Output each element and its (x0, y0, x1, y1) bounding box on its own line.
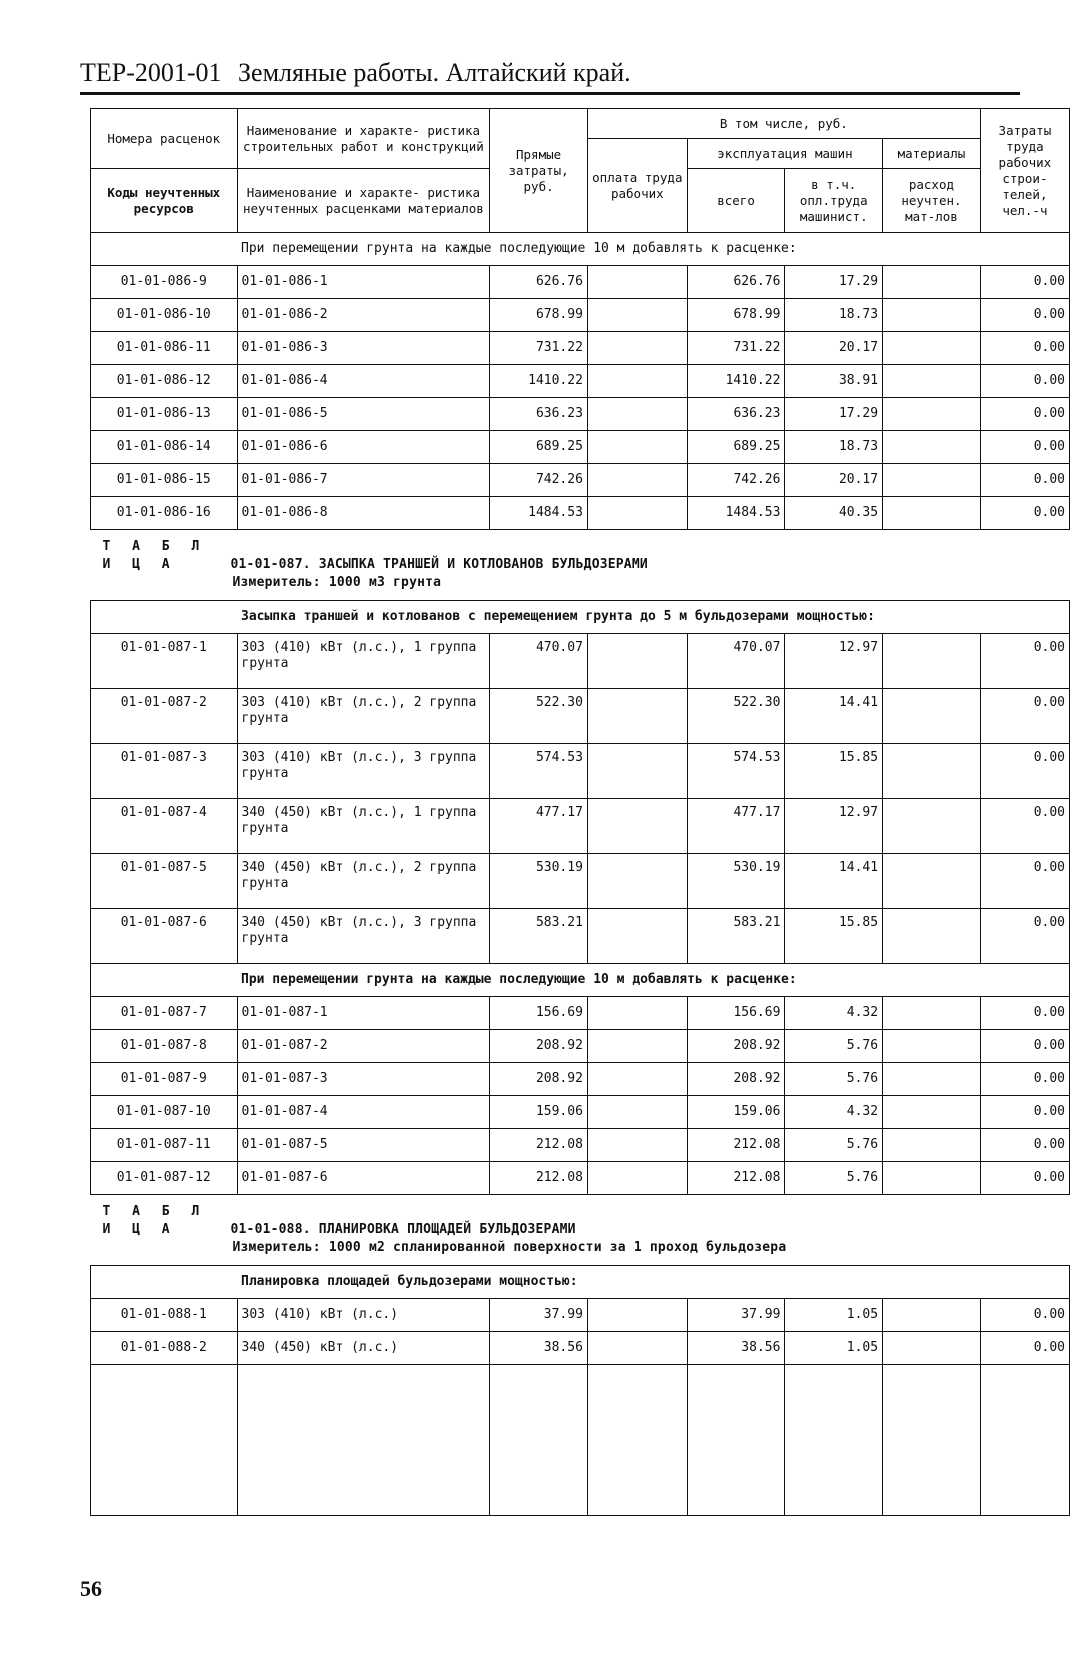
table-row (91, 909, 1070, 964)
machines-total: 37.99 (687, 1299, 785, 1332)
rate-name: 01-01-087-3 (237, 1063, 490, 1096)
table-row (91, 398, 1070, 431)
table-row (91, 854, 1070, 909)
caption-measure: Измеритель: 1000 м2 спланированной поверхности за 1 проход бульдозера (232, 1240, 787, 1255)
operators-pay: 17.29 (785, 398, 883, 431)
wages (587, 1162, 687, 1195)
col-resource-codes: Коды неучтенных ресурсов (91, 169, 238, 233)
operators-pay: 4.32 (785, 997, 883, 1030)
section-note: При перемещении грунта на каждые последующие 10 м добавлять к расценке: (91, 233, 1070, 266)
table-row (91, 997, 1070, 1030)
caption-lead: Т А Б Л И Ц А (102, 539, 207, 572)
machines-total: 208.92 (687, 1030, 785, 1063)
machines-total: 522.30 (687, 689, 785, 744)
col-direct: Прямые затраты, руб. (490, 109, 588, 233)
col-labor: Затраты труда рабочих строи- телей, чел.-ч (980, 109, 1069, 233)
labor-cost: 0.00 (980, 365, 1069, 398)
rate-code: 01-01-087-8 (91, 1030, 238, 1063)
rate-name: 303 (410) кВт (л.с.) (237, 1299, 490, 1332)
rate-code: 01-01-087-4 (91, 799, 238, 854)
document-code: ТЕР-2001-01 (80, 58, 222, 87)
rate-code: 01-01-087-10 (91, 1096, 238, 1129)
operators-pay: 18.73 (785, 299, 883, 332)
wages (587, 1030, 687, 1063)
materials (883, 299, 981, 332)
wages (587, 1299, 687, 1332)
direct-cost: 212.08 (490, 1162, 588, 1195)
labor-cost: 0.00 (980, 1063, 1069, 1096)
labor-cost: 0.00 (980, 689, 1069, 744)
table-body (91, 233, 1070, 1516)
col-machines: эксплуатация машин (687, 139, 882, 169)
materials (883, 634, 981, 689)
operators-pay: 20.17 (785, 464, 883, 497)
direct-cost: 159.06 (490, 1096, 588, 1129)
table-row (91, 1030, 1070, 1063)
rate-name: 340 (450) кВт (л.с.), 2 группа грунта (237, 854, 490, 909)
machines-total: 583.21 (687, 909, 785, 964)
rate-name: 01-01-086-4 (237, 365, 490, 398)
table-row (91, 1129, 1070, 1162)
wages (587, 464, 687, 497)
machines-total: 159.06 (687, 1096, 785, 1129)
operators-pay: 38.91 (785, 365, 883, 398)
table-row (91, 464, 1070, 497)
rate-code: 01-01-086-13 (91, 398, 238, 431)
materials (883, 431, 981, 464)
direct-cost: 530.19 (490, 854, 588, 909)
direct-cost: 1484.53 (490, 497, 588, 530)
labor-cost: 0.00 (980, 398, 1069, 431)
table-caption-087 (91, 530, 1070, 601)
machines-total: 470.07 (687, 634, 785, 689)
materials (883, 1332, 981, 1365)
rate-name: 340 (450) кВт (л.с.), 1 группа грунта (237, 799, 490, 854)
labor-cost: 0.00 (980, 497, 1069, 530)
labor-cost: 0.00 (980, 854, 1069, 909)
machines-total: 156.69 (687, 997, 785, 1030)
direct-cost: 208.92 (490, 1030, 588, 1063)
table-row (91, 365, 1070, 398)
direct-cost: 38.56 (490, 1332, 588, 1365)
col-incl: В том числе, руб. (587, 109, 980, 139)
direct-cost: 626.76 (490, 266, 588, 299)
rate-name: 01-01-086-5 (237, 398, 490, 431)
wages (587, 266, 687, 299)
direct-cost: 636.23 (490, 398, 588, 431)
operators-pay: 14.41 (785, 689, 883, 744)
materials (883, 1129, 981, 1162)
table-row (91, 1332, 1070, 1365)
direct-cost: 731.22 (490, 332, 588, 365)
rate-name: 340 (450) кВт (л.с.), 3 группа грунта (237, 909, 490, 964)
machines-total: 212.08 (687, 1162, 785, 1195)
materials (883, 266, 981, 299)
page-number: 56 (80, 1576, 102, 1601)
labor-cost: 0.00 (980, 634, 1069, 689)
table-caption-088 (91, 1195, 1070, 1266)
direct-cost: 208.92 (490, 1063, 588, 1096)
wages (587, 997, 687, 1030)
machines-total: 742.26 (687, 464, 785, 497)
operators-pay: 20.17 (785, 332, 883, 365)
rate-name: 303 (410) кВт (л.с.), 1 группа грунта (237, 634, 490, 689)
rate-code: 01-01-087-12 (91, 1162, 238, 1195)
table-row (91, 266, 1070, 299)
col-total: всего (687, 169, 785, 233)
table-row (91, 744, 1070, 799)
labor-cost: 0.00 (980, 1332, 1069, 1365)
table-filler (91, 1365, 1070, 1516)
operators-pay: 15.85 (785, 909, 883, 964)
labor-cost: 0.00 (980, 1129, 1069, 1162)
section-note: Планировка площадей бульдозерами мощностью: (91, 1266, 1070, 1299)
caption-title: 01-01-088. ПЛАНИРОВКА ПЛОЩАДЕЙ БУЛЬДОЗЕРАМИ (230, 1222, 576, 1237)
table-row (91, 1096, 1070, 1129)
labor-cost: 0.00 (980, 464, 1069, 497)
wages (587, 689, 687, 744)
machines-total: 477.17 (687, 799, 785, 854)
direct-cost: 1410.22 (490, 365, 588, 398)
operators-pay: 40.35 (785, 497, 883, 530)
materials (883, 689, 981, 744)
rate-name: 303 (410) кВт (л.с.), 2 группа грунта (237, 689, 490, 744)
operators-pay: 5.76 (785, 1129, 883, 1162)
direct-cost: 522.30 (490, 689, 588, 744)
section-note: Засыпка траншей и котлованов с перемещением грунта до 5 м бульдозерами мощностью: (91, 601, 1070, 634)
direct-cost: 212.08 (490, 1129, 588, 1162)
rate-code: 01-01-087-11 (91, 1129, 238, 1162)
operators-pay: 5.76 (785, 1162, 883, 1195)
materials (883, 365, 981, 398)
direct-cost: 689.25 (490, 431, 588, 464)
rate-name: 01-01-087-2 (237, 1030, 490, 1063)
operators-pay: 1.05 (785, 1332, 883, 1365)
wages (587, 634, 687, 689)
rate-code: 01-01-087-2 (91, 689, 238, 744)
operators-pay: 5.76 (785, 1063, 883, 1096)
rate-code: 01-01-086-9 (91, 266, 238, 299)
caption-lead: Т А Б Л И Ц А (102, 1204, 207, 1237)
rate-name: 01-01-086-1 (237, 266, 490, 299)
rate-name: 340 (450) кВт (л.с.) (237, 1332, 490, 1365)
rate-code: 01-01-086-10 (91, 299, 238, 332)
table-row (91, 689, 1070, 744)
rate-code: 01-01-086-14 (91, 431, 238, 464)
caption-title: 01-01-087. ЗАСЫПКА ТРАНШЕЙ И КОТЛОВАНОВ БУЛЬДОЗЕРАМИ (230, 557, 648, 572)
rate-code: 01-01-087-3 (91, 744, 238, 799)
table-row (91, 799, 1070, 854)
machines-total: 574.53 (687, 744, 785, 799)
direct-cost: 156.69 (490, 997, 588, 1030)
materials (883, 398, 981, 431)
rate-code: 01-01-088-2 (91, 1332, 238, 1365)
table-header (91, 109, 1070, 233)
rate-name: 01-01-087-4 (237, 1096, 490, 1129)
labor-cost: 0.00 (980, 997, 1069, 1030)
col-wages: оплата труда рабочих (587, 139, 687, 233)
operators-pay: 12.97 (785, 634, 883, 689)
operators-pay: 12.97 (785, 799, 883, 854)
table-row (91, 1299, 1070, 1332)
rate-name: 01-01-086-7 (237, 464, 490, 497)
machines-total: 1410.22 (687, 365, 785, 398)
rate-code: 01-01-087-9 (91, 1063, 238, 1096)
labor-cost: 0.00 (980, 431, 1069, 464)
labor-cost: 0.00 (980, 1096, 1069, 1129)
rate-name: 01-01-087-5 (237, 1129, 490, 1162)
materials (883, 799, 981, 854)
machines-total: 636.23 (687, 398, 785, 431)
labor-cost: 0.00 (980, 266, 1069, 299)
rates-table (90, 108, 1070, 1516)
labor-cost: 0.00 (980, 1299, 1069, 1332)
rate-code: 01-01-087-6 (91, 909, 238, 964)
direct-cost: 742.26 (490, 464, 588, 497)
wages (587, 854, 687, 909)
materials (883, 997, 981, 1030)
wages (587, 744, 687, 799)
table-row (91, 299, 1070, 332)
operators-pay: 5.76 (785, 1030, 883, 1063)
wages (587, 1096, 687, 1129)
operators-pay: 18.73 (785, 431, 883, 464)
table-row (91, 332, 1070, 365)
materials (883, 909, 981, 964)
direct-cost: 574.53 (490, 744, 588, 799)
materials (883, 1030, 981, 1063)
rate-name: 01-01-087-1 (237, 997, 490, 1030)
col-name2: Наименование и характе- ристика неучтенных расценками материалов (237, 169, 490, 233)
wages (587, 365, 687, 398)
operators-pay: 4.32 (785, 1096, 883, 1129)
labor-cost: 0.00 (980, 332, 1069, 365)
page-header (80, 52, 1020, 95)
table-row (91, 1162, 1070, 1195)
wages (587, 332, 687, 365)
materials (883, 464, 981, 497)
machines-total: 1484.53 (687, 497, 785, 530)
labor-cost: 0.00 (980, 909, 1069, 964)
rate-code: 01-01-087-5 (91, 854, 238, 909)
direct-cost: 678.99 (490, 299, 588, 332)
col-incl-operators: в т.ч. опл.труда машинист. (785, 169, 883, 233)
wages (587, 909, 687, 964)
operators-pay: 17.29 (785, 266, 883, 299)
document-title: Земляные работы. Алтайский край. (238, 58, 631, 87)
wages (587, 799, 687, 854)
machines-total: 530.19 (687, 854, 785, 909)
rate-name: 303 (410) кВт (л.с.), 3 группа грунта (237, 744, 490, 799)
machines-total: 208.92 (687, 1063, 785, 1096)
rate-code: 01-01-087-7 (91, 997, 238, 1030)
machines-total: 626.76 (687, 266, 785, 299)
col-name: Наименование и характе- ристика строительных работ и конструкций (237, 109, 490, 169)
col-materials-sub: расход неучтен. мат-лов (883, 169, 981, 233)
materials (883, 1063, 981, 1096)
wages (587, 299, 687, 332)
labor-cost: 0.00 (980, 299, 1069, 332)
labor-cost: 0.00 (980, 799, 1069, 854)
rate-code: 01-01-086-15 (91, 464, 238, 497)
wages (587, 497, 687, 530)
operators-pay: 14.41 (785, 854, 883, 909)
rate-name: 01-01-086-3 (237, 332, 490, 365)
materials (883, 1299, 981, 1332)
materials (883, 332, 981, 365)
rate-code: 01-01-086-16 (91, 497, 238, 530)
wages (587, 1063, 687, 1096)
direct-cost: 37.99 (490, 1299, 588, 1332)
rate-code: 01-01-086-11 (91, 332, 238, 365)
wages (587, 1332, 687, 1365)
rate-code: 01-01-087-1 (91, 634, 238, 689)
labor-cost: 0.00 (980, 1030, 1069, 1063)
table-row (91, 1063, 1070, 1096)
materials (883, 744, 981, 799)
col-materials: материалы (883, 139, 981, 169)
rate-name: 01-01-086-8 (237, 497, 490, 530)
rate-code: 01-01-086-12 (91, 365, 238, 398)
wages (587, 1129, 687, 1162)
labor-cost: 0.00 (980, 744, 1069, 799)
rate-name: 01-01-087-6 (237, 1162, 490, 1195)
machines-total: 212.08 (687, 1129, 785, 1162)
direct-cost: 477.17 (490, 799, 588, 854)
col-rate-no: Номера расценок (91, 109, 238, 169)
direct-cost: 470.07 (490, 634, 588, 689)
rate-name: 01-01-086-6 (237, 431, 490, 464)
materials (883, 1096, 981, 1129)
operators-pay: 15.85 (785, 744, 883, 799)
table-row (91, 431, 1070, 464)
direct-cost: 583.21 (490, 909, 588, 964)
operators-pay: 1.05 (785, 1299, 883, 1332)
table-row (91, 634, 1070, 689)
rate-name: 01-01-086-2 (237, 299, 490, 332)
materials (883, 1162, 981, 1195)
labor-cost: 0.00 (980, 1162, 1069, 1195)
machines-total: 678.99 (687, 299, 785, 332)
wages (587, 431, 687, 464)
rate-code: 01-01-088-1 (91, 1299, 238, 1332)
machines-total: 731.22 (687, 332, 785, 365)
caption-measure: Измеритель: 1000 м3 грунта (232, 575, 442, 590)
materials (883, 854, 981, 909)
materials (883, 497, 981, 530)
section-note: При перемещении грунта на каждые последующие 10 м добавлять к расценке: (91, 964, 1070, 997)
machines-total: 689.25 (687, 431, 785, 464)
wages (587, 398, 687, 431)
table-row (91, 497, 1070, 530)
machines-total: 38.56 (687, 1332, 785, 1365)
